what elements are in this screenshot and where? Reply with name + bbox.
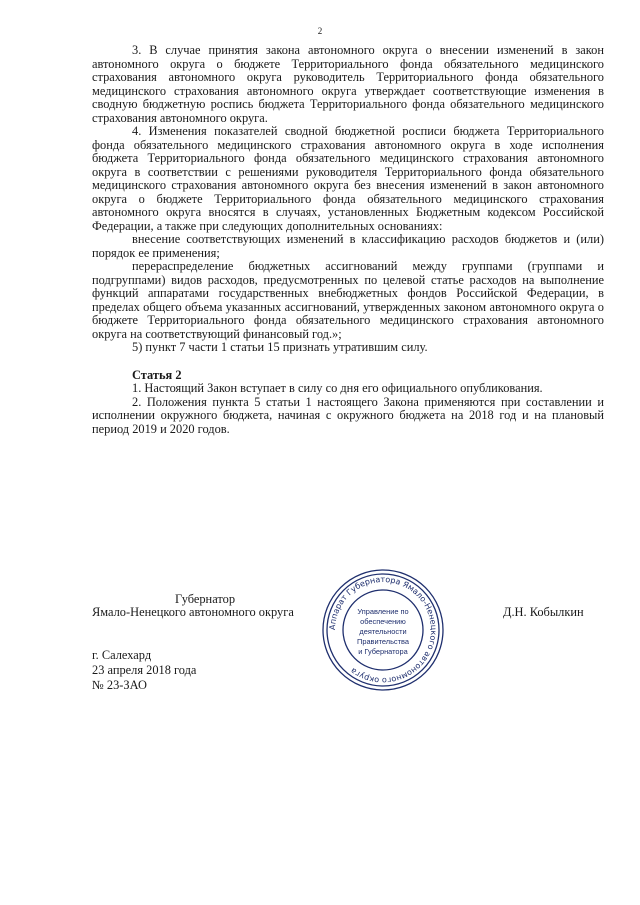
issue-place: г. Салехард: [92, 648, 152, 662]
paragraph-4-basis-2: перераспределение бюджетных ассигнований между группами (группами и подгруппами) видов расходов, предусмотренных по целевой статье расходов на выполнение функций аппаратами государственных внебюджетных фондов Российской Федерации, в пределах общего объема указанных ассигнований, утвержденных законом автономного округа о бюджете Территориального фонда обязательного медицинского страхования автономного округа на соответствующий финансовый год.»;: [92, 259, 604, 341]
signatory-region: Ямало-Ненецкого автономного округа: [92, 605, 294, 619]
stamp-inner-line: и Губернатора: [358, 647, 408, 656]
page-number: 2: [317, 26, 323, 36]
issue-details: [92, 648, 196, 693]
paragraph-3: 3. В случае принятия закона автономного округа о внесении изменений в закон автономного округа о бюджете Территориального фонда обязательного медицинского страхования автономного округа руководитель Территориального фонда обязательного медицинского страхования автономного округа утверждает соответствующие изменения в сводную бюджетную роспись бюджета Территориального фонда обязательного медицинского страхования автономного округа.: [92, 43, 604, 125]
stamp-inner-line: обеспечению: [360, 617, 406, 626]
article-2-item-2: 2. Положения пункта 5 статьи 1 настоящего Закона применяются при составлении и исполнении окружного бюджета, начиная с окружного бюджета на 2018 год и на плановый период 2019 и 2020 годов.: [92, 394, 604, 436]
body-text: [92, 44, 604, 436]
law-number: № 23-ЗАО: [92, 678, 147, 692]
paragraph-5: 5) пункт 7 части 1 статьи 15 признать утратившим силу.: [132, 340, 428, 354]
article-2-heading: Статья 2: [132, 367, 182, 382]
signatory-title: Губернатор: [175, 592, 236, 606]
article-2-item-1: 1. Настоящий Закон вступает в силу со дня его официального опубликования.: [132, 381, 543, 395]
paragraph-4: 4. Изменения показателей сводной бюджетной росписи бюджета Территориального фонда обязательного медицинского страхования автономного округа в ходе исполнения бюджета Территориального фонда обязательного медицинского страхования автономного округа в соответствии с решениями руководителя Территориального фонда обязательного медицинского страхования автономного округа без внесения изменений в закон автономного округа о бюджете Территориального фонда обязательного медицинского страхования автономного округа вносятся в случаях, установленных Бюджетным кодексом Российской Федерации, а также при следующих дополнительных основаниях:: [92, 124, 604, 233]
signatory-name: Д.Н. Кобылкин: [503, 605, 584, 619]
stamp-ring-text: Аппарат Губернатора Ямало-Ненецкого автономного округа: [327, 574, 439, 686]
official-stamp: [320, 567, 446, 693]
issue-date: 23 апреля 2018 года: [92, 663, 197, 677]
stamp-inner-line: Правительства: [357, 637, 409, 646]
paragraph-4-basis-1: внесение соответствующих изменений в классификацию расходов бюджетов и (или) порядок ее применения;: [92, 232, 604, 260]
stamp-inner-line: Управление по: [357, 607, 409, 616]
stamp-inner-line: деятельности: [359, 627, 407, 636]
